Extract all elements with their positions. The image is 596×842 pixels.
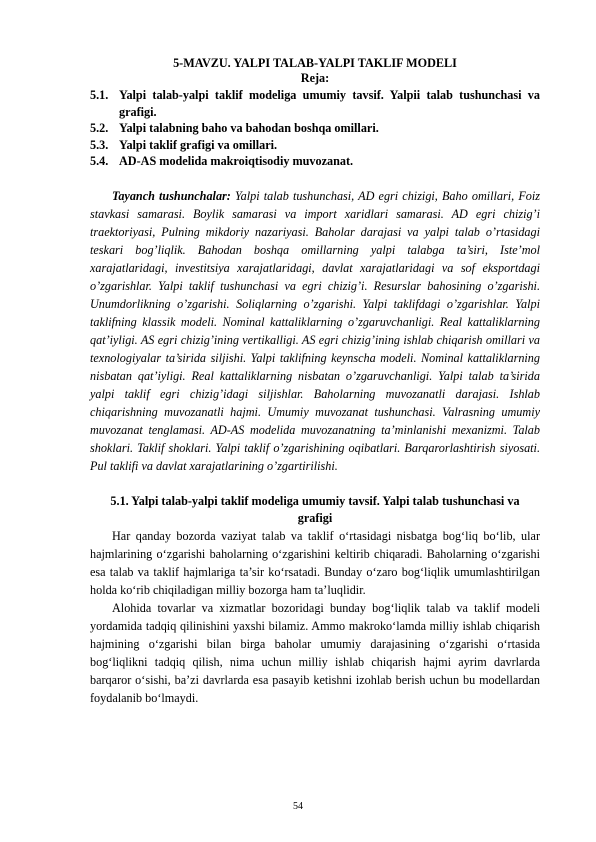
key-concepts-text: Yalpi talab tushunchasi, AD egri chizigi, Baho omillari, Foiz stavkasi samarasi. Boylik samarasi va import xaridlari samarasi. AD egri chizig’i traektoriyasi, Pulning mikdoriy nazariyasi. Baholar darajasi va yalpi talab o’rtasidagi teskari bog’liqlik. Bahodan boshqa omillarning yalpi talabga ta’siri, Iste’mol xarajatlaridagi, investitsiya xarajatlaridagi, davlat xarajatlaridagi va sof eksportdagi o’zgarishlar. Yalpi taklif tushunchasi va egri chizig’i. Resurslar bahosining o’zgarishi. Unumdorlikning o’zgarishi. Soliqlarning o’zgarishi. Yalpi taklifdagi o’zgarishlar. Yalpi taklifning klassik modeli. Nominal kattaliklarning o’zgaruvchanligi. Real kattaliklarning qat’iyligi. AS egri chizig’ining vertikalligi. AS egri chizig’ining ishlab chiqarish omillari va texnologiyalar ta’sirida siljishi. Yalpi taklifning keynscha modeli. Nominal kattaliklarning nisbatan qat’iyligi. Real kattaliklarning nisbatan o’zgaruvchanligi. Yalpi talab ta’sirida yalpi taklif egri chizig’idagi siljishlar. Baholarning muvozanatli darajasi. Ishlab chiqarishning muvozanatli hajmi. Umumiy muvozanat tushunchasi. Valrasning umumiy muvozanat tenglamasi. AD-AS modelida muvozanatning ta’minlanishi mexanizmi. Talab shoklari. Taklif shoklari. Yalpi taklif o’zgarishining oqibatlari. Barqarorlashtirish siyosati. Pul taklifi va davlat xarajatlarining o’zgartirilishi. bbox=[90, 188, 540, 473]
plan-label: Reja: bbox=[300, 71, 330, 85]
page-number: 54 bbox=[293, 801, 303, 812]
body-paragraph: Alohida tovarlar va xizmatlar bozoridagi bunday bog‘liqlik talab va taklif modeli yordamida tadqiq qilinishini yaxshi bilamiz. Ammo makroko‘lamda milliy ishlab chiqarish hajmining o‘zgarishi bilan birga baholar umumiy darajasining o‘zgarishi o‘rtasida bog‘liqlikni tadqiq qilish, nima uchun milliy ishlab chiqarish hajmi ayrim davrlarda barqaror o‘sishi, ba’zi davrlarda esa pasayib ketishni izohlab berish uchun bu modellardan foydalanib bo‘lmaydi. bbox=[90, 600, 540, 705]
plan-item-number: 5.2. bbox=[90, 121, 109, 136]
body-paragraph: Har qanday bozorda vaziyat talab va taklif o‘rtasidagi nisbatga bog‘liq bo‘lib, ular hajmlarining o‘zgarishi baholarning o‘zgarishini keltirib chiqaradi. Baholarning o‘zgarishi esa talab va taklif hajmlariga ta’sir ko‘rsatadi. Bunday o‘zaro bog‘liqlik umumlashtirilgan holda ko‘rib chiqiladigan milliy bozorga ham ta’luqlidir. bbox=[90, 528, 540, 597]
key-concepts-paragraph bbox=[90, 187, 540, 475]
plan-item-text: Yalpi taklif grafigi va omillari. bbox=[119, 137, 278, 152]
document-page bbox=[90, 56, 540, 707]
plan-item bbox=[90, 120, 540, 137]
plan-item-text: Yalpi talabning baho va bahodan boshqa omillari. bbox=[119, 121, 379, 136]
plan-list bbox=[90, 87, 540, 170]
chapter-title: 5-MAVZU. YALPI TALAB-YALPI TAKLIF MODELI bbox=[173, 56, 457, 70]
key-concepts-label: Tayanch tushunchalar: bbox=[112, 188, 231, 203]
plan-item bbox=[90, 153, 540, 170]
section-title: 5.1. Yalpi talab-yalpi taklif modeliga umumiy tavsif. Yalpi talab tushunchasi va grafigi bbox=[110, 493, 520, 525]
plan-item-text: AD-AS modelida makroiqtisodiy muvozanat. bbox=[119, 154, 354, 169]
plan-item bbox=[90, 87, 540, 120]
plan-item bbox=[90, 137, 540, 154]
plan-item-number: 5.4. bbox=[90, 154, 109, 169]
plan-item-number: 5.3. bbox=[90, 137, 109, 152]
plan-item-number: 5.1. bbox=[90, 88, 109, 102]
plan-item-text: Yalpi talab-yalpi taklif modeliga umumiy tavsif. Yalpii talab tushunchasi va grafigi. bbox=[119, 88, 540, 119]
